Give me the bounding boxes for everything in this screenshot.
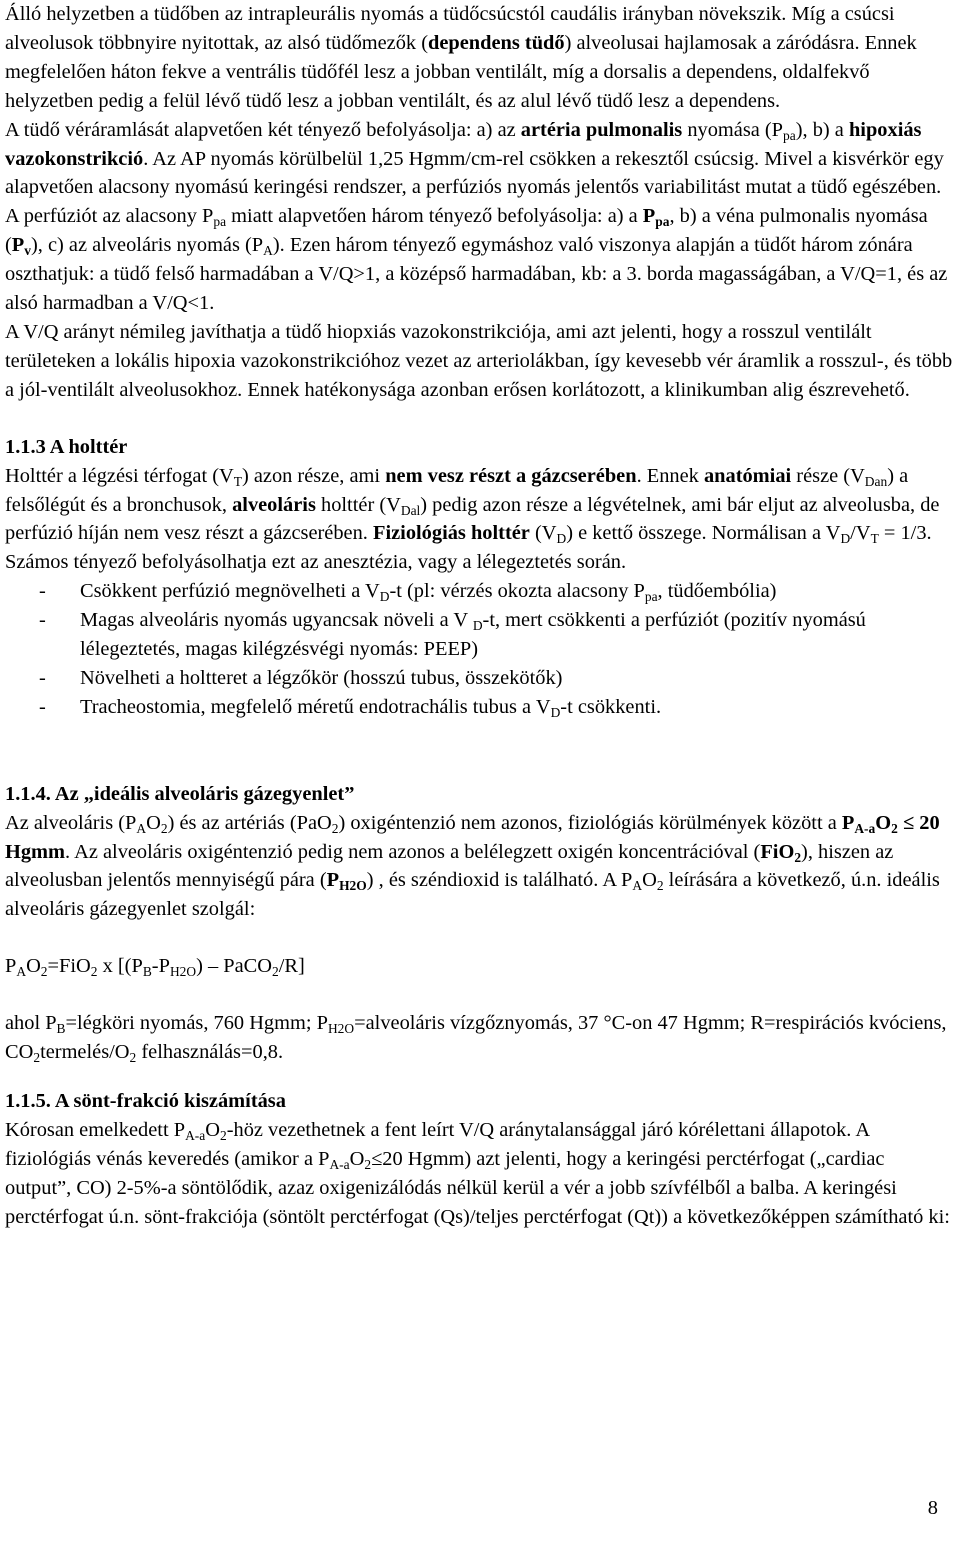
paragraph-ventilation: Álló helyzetben a tüdőben az intrapleurális nyomás a tüdőcsúcstól caudális irányban növekszik. Míg a csúcsi alveolusok többnyire nyitottak, az alsó tüdőmezők (dependens tüdő) alveolusai hajlamosak a záródásra. Ennek megfelelően háton fekve a ventrális tüdőfél lesz a jobban ventilált, míg a dorsalis a dependens, oldalfekvő helyzetben pedig a felül lévő tüdő lesz a jobban ventilált, és az alul lévő tüdő lesz a dependens. (5, 3, 917, 112)
paragraph-hypoxic-vasoconstriction: A V/Q arányt némileg javíthatja a tüdő hiopxiás vazokonstrikciója, ami azt jelenti, hogy a rosszul ventilált területeken a lokális hipoxia vazokonstrikcióhoz vezet az arteriolákban, így kevesebb vér áramlik a rosszul-, és több a jól-ventilált alveolusokhoz. Ennek hatékonysága azonban erősen korlátozott, a klinikumban alig észrevehető. (5, 320, 953, 401)
paragraph-perfusion: A tüdő véráramlását alapvetően két tényező befolyásolja: a) az artéria pulmonalis nyomása $(P_{pa})$, b) a hipoxiás vazokonstrikció. Az AP nyomás körülbelül 1,25 Hgmm/cm-rel csökken a rekesztől csúcsig. Mivel a kisvérkör egy alapvetően alacsony nyomású keringési rendszer, a perfúziós nyomás jelentős variabilitást mutat a tüdő egészében. A perfúziót az alacsony $P_{pa}$ miatt alapvetően három tényező befolyásolja: a) a $P_{pa}$, b) a véna pulmonalis nyomása $(P_v)$, c) az alveoláris nyomás $(P_A)$. Ezen három tényező egymáshoz való viszonya alapján a tüdőt három zónára oszthatjuk: a tüdő felső harmadában a V/Q>1, a középső harmadában, kb: a 3. borda magasságában, a V/Q=1, és az alsó harmadban a V/Q<1. (5, 118, 948, 315)
list-item: - Csökkent perfúzió megnövelheti a $V_D-t$ (pl: vérzés okozta alacsony $P_{pa}$, tüdőembólia) (39, 580, 777, 604)
page-number: 8 (927, 1497, 938, 1519)
spacer (5, 405, 955, 433)
list-item: - Növelheti a holtteret a légzőkör (hosszú tubus, összekötők) (39, 666, 563, 689)
paragraph-shunt-fraction: Kórosan emelkedett $P_{A-a}O_2$-höz vezethetnek a fent leírt V/Q aránytalansággal járó kórélettani állapotok. A fiziológiás vénás keveredés (amikor a $P_{A-a}O_2\le 20$ Hgmm) azt jelenti, hogy a keringési perctérfogat („cardiac output”, CO) 2-5%-a söntölődik, azaz oxigenizálódás nélkül kerül a vér a jobb szívfélből a balba. A keringési perctérfogat ú.n. sönt-frakciója (söntölt perctérfogat (Qs)/teljes perctérfogat (Qt)) a következőképpen számítható ki: (5, 1118, 950, 1228)
paragraph-dead-space: Holttér a légzési térfogat $(V_T)$ azon része, ami nem vesz részt a gázcserében. Ennek anatómiai része $(V_{Dan})$ a felsőlégút és a bronchusok, alveoláris holttér $(V_{Dal})$ pedig azon része a légvételnek, ami bár eljut az alveolusba, de perfúzió híján nem vesz részt a gázcserében. Fiziológiás holttér $(V_D)$ e kettő összege. Normálisan a $V_D/V_T = 1/3$. Számos tényező befolyásolhatja ezt az anesztézia, vagy a lélegeztetés során. (5, 464, 940, 574)
list-item: - Magas alveoláris nyomás ugyancsak növeli a V $_D$-t, mert csökkenti a perfúziót (pozitív nyomású lélegeztetés, magas kilégzésvégi nyomás: PEEP) (39, 609, 866, 661)
dead-space-factors-list (5, 577, 955, 722)
paragraph-equation-legend: ahol $P_B=légköri$ nyomás, 760 Hgmm; $P_{H2O}=alveoláris$ vízgőznyomás, 37 °C-on 47 Hgmm; R=respirációs kvóciens, $CO_2termelés/O_2$ felhasználás=0,8. (5, 1012, 947, 1065)
section-heading-dead-space: 1.1.3 A holttér (5, 435, 128, 458)
spacer (5, 981, 955, 1009)
spacer (5, 722, 955, 780)
paragraph-alveolar-gas: Az alveoláris $(P_AO_2)$ és az artériás (PaO$_2$) oxigéntenzió nem azonos, fiziológiás körülmények között a $P_{A-a}O_2 \le 20$ Hgmm. Az alveoláris oxigéntenzió pedig nem azonos a belélegzett oxigén koncentrációval (FiO$_2$), hiszen az alveolusban jelentős mennyiségű pára $(P_{H2O})$ , és széndioxid is található. A $P_AO_2$ leírására a következő, ú.n. ideális alveoláris gázegyenlet szolgál: (5, 811, 940, 921)
spacer (5, 924, 955, 952)
section-heading-alveolar-gas-equation: 1.1.4. Az „ideális alveoláris gázegyenlet” (5, 782, 355, 805)
alveolar-gas-equation: $P_AO_2=FiO_2$ x [$(P_B-P_{H2O})$ – PaCO$_2$/R] (5, 955, 305, 980)
section-heading-shunt-fraction: 1.1.5. A sönt-frakció kiszámítása (5, 1090, 286, 1112)
spacer (5, 1067, 955, 1087)
list-item: - Tracheostomia, megfelelő méretű endotrachális tubus a $V_D-t$ csökkenti. (39, 695, 662, 720)
